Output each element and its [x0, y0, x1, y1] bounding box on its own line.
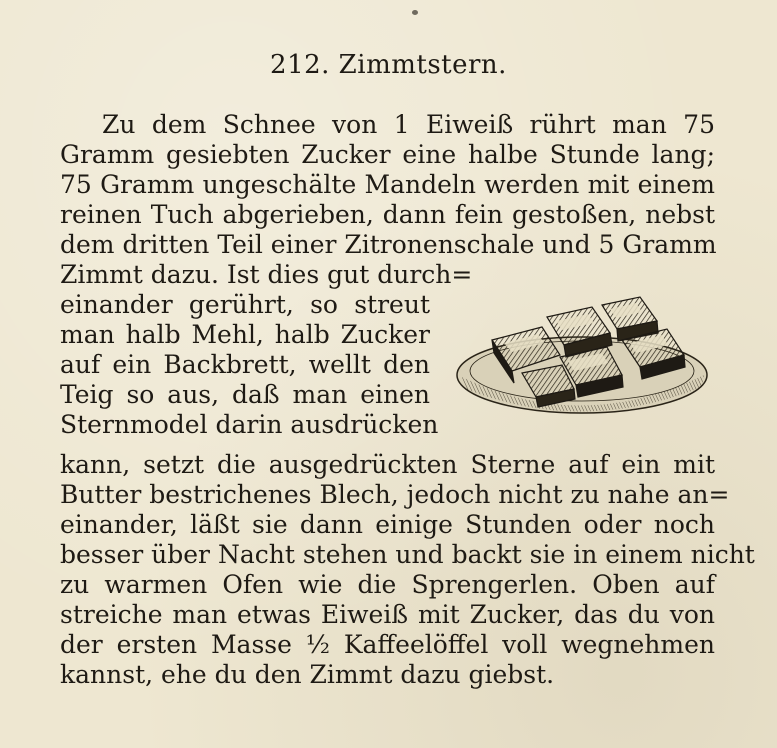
text-line: Zu dem Schnee von 1 Eiweiß rührt man 75	[102, 110, 715, 139]
text-line: der ersten Masse ½ Kaffeelöffel voll wegnehmen	[60, 630, 715, 659]
text-line: kannst, ehe du den Zimmt dazu giebst.	[60, 660, 555, 689]
text-line: man halb Mehl, halb Zucker	[60, 320, 430, 349]
text-line: reinen Tuch abgerieben, dann fein gestoßen, nebst	[60, 200, 715, 229]
recipe-title: 212. Zimmtstern.	[270, 50, 507, 80]
cookie-plate-illustration	[452, 285, 717, 420]
text-line: zu warmen Ofen wie die Sprengerlen. Oben auf	[60, 570, 715, 599]
text-line: einander gerührt, so streut	[60, 290, 430, 319]
text-line: dem dritten Teil einer Zitronenschale und 5 Gramm	[60, 230, 717, 259]
text-line: 75 Gramm ungeschälte Mandeln werden mit einem	[60, 170, 715, 199]
text-line: streiche man etwas Eiweiß mit Zucker, das du von	[60, 600, 715, 629]
text-line: einander, läßt sie dann einige Stunden oder noch	[60, 510, 715, 539]
text-line: Butter bestrichenes Blech, jedoch nicht zu nahe an=	[60, 480, 730, 509]
paper-speck	[412, 10, 418, 15]
text-line: Gramm gesiebten Zucker eine halbe Stunde lang;	[60, 140, 715, 169]
text-line: auf ein Backbrett, wellt den	[60, 350, 430, 379]
text-line: kann, setzt die ausgedrückten Sterne auf ein mit	[60, 450, 715, 479]
text-line: Sternmodel darin ausdrücken	[60, 410, 439, 439]
text-line: Teig so aus, daß man einen	[60, 380, 430, 409]
text-line: besser über Nacht stehen und backt sie in einem nicht	[60, 540, 755, 569]
text-line: Zimmt dazu. Ist dies gut durch=	[60, 260, 473, 289]
